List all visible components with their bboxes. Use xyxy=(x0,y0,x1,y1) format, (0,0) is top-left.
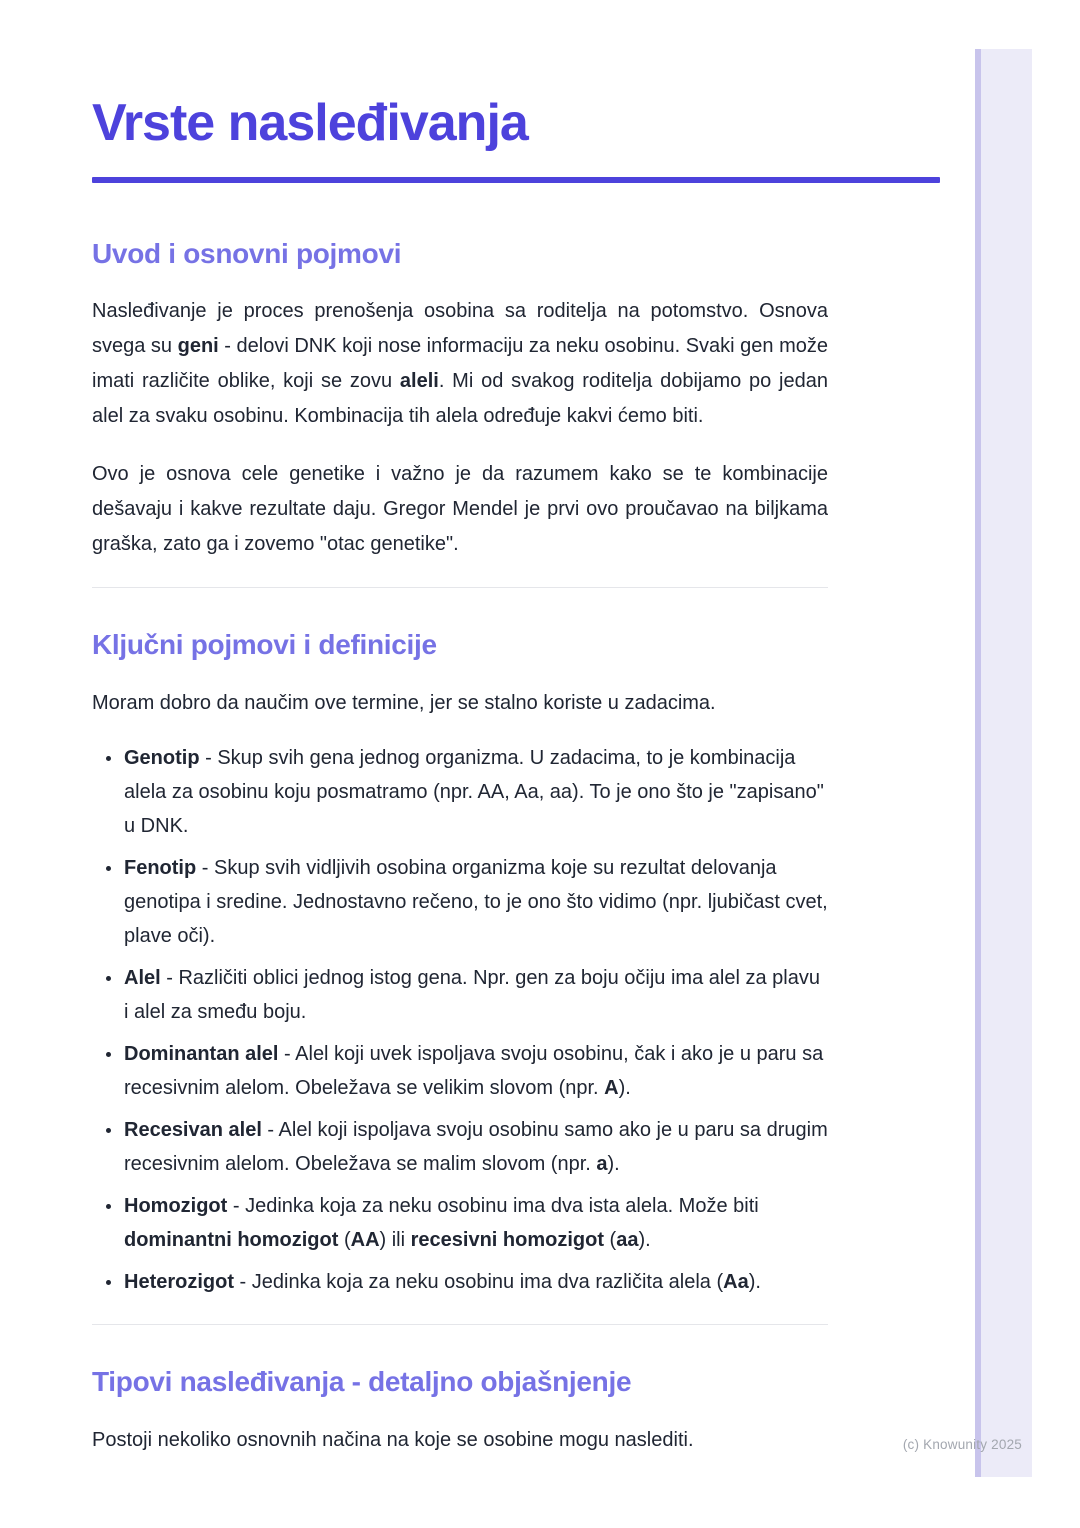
definition-item-fenotip: • Fenotip - Skup svih vidljivih osobina organizma koje su rezultat delovanja genotipa i sredine. Jednostavno rečeno, to je ono što vidimo (npr. ljubičast cvet, plave oči). xyxy=(123,851,828,953)
section-uvod xyxy=(92,237,828,562)
page-title: Vrste nasleđivanja xyxy=(92,94,528,152)
section-kljucni-pojmovi xyxy=(92,628,828,1299)
title-rule xyxy=(92,177,940,183)
paragraph-tipovi-intro: Postoji nekoliko osnovnih načina na koje se osobine mogu naslediti. xyxy=(92,1429,694,1451)
section-heading-tipovi: Tipovi nasleđivanja - detaljno objašnjenje xyxy=(92,1366,632,1397)
definition-item-heterozigot: • Heterozigot - Jedinka koja za neku osobinu ima dva različita alela (Aa). xyxy=(123,1265,828,1299)
paragraph-kljucni-intro: Moram dobro da naučim ove termine, jer se stalno koriste u zadacima. xyxy=(92,692,716,714)
definition-item-recesivan-alel: • Recesivan alel - Alel koji ispoljava svoju osobinu samo ako je u paru sa drugim recesivnim alelom. Obeležava se malim slovom (npr. a). xyxy=(123,1113,828,1181)
section-divider xyxy=(92,587,828,588)
document-content xyxy=(92,0,828,1458)
section-divider xyxy=(92,1324,828,1325)
side-stripe xyxy=(975,49,1032,1477)
section-tipovi xyxy=(92,1365,828,1458)
definition-item-homozigot: • Homozigot - Jedinka koja za neku osobinu ima dva ista alela. Može biti dominantni homozigot (AA) ili recesivni homozigot (aa). xyxy=(123,1189,828,1257)
definition-item-genotip: • Genotip - Skup svih gena jednog organizma. U zadacima, to je kombinacija alela za osobinu koju posmatramo (npr. AA, Aa, aa). To je ono što je "zapisano" u DNK. xyxy=(123,741,828,843)
paragraph-uvod-2: Ovo je osnova cele genetike i važno je da razumem kako se te kombinacije dešavaju i kakve rezultate daju. Gregor Mendel je prvi ovo proučavao na biljkama graška, zato ga i zovemo "otac genetike". xyxy=(92,463,828,555)
section-heading-kljucni-pojmovi: Ključni pojmovi i definicije xyxy=(92,629,437,660)
definition-item-dominantan-alel: • Dominantan alel - Alel koji uvek ispoljava svoju osobinu, čak i ako je u paru sa recesivnim alelom. Obeležava se velikim slovom (npr. A). xyxy=(123,1037,828,1105)
paragraph-uvod-1: Nasleđivanje je proces prenošenja osobina sa roditelja na potomstvo. Osnova svega su geni - delovi DNK koji nose informaciju za neku osobinu. Svaki gen može imati različite oblike, koji se zovu aleli. Mi od svakog roditelja dobijamo po jedan alel za svaku osobinu. Kombinacija tih alela određuje kakvi ćemo biti. xyxy=(92,300,828,427)
footer-copyright: (c) Knowunity 2025 xyxy=(902,1437,1022,1452)
definition-item-alel: • Alel - Različiti oblici jednog istog gena. Npr. gen za boju očiju ima alel za plavu i alel za smeđu boju. xyxy=(123,961,828,1029)
section-heading-uvod: Uvod i osnovni pojmovi xyxy=(92,238,402,269)
definitions-list xyxy=(92,741,828,1299)
